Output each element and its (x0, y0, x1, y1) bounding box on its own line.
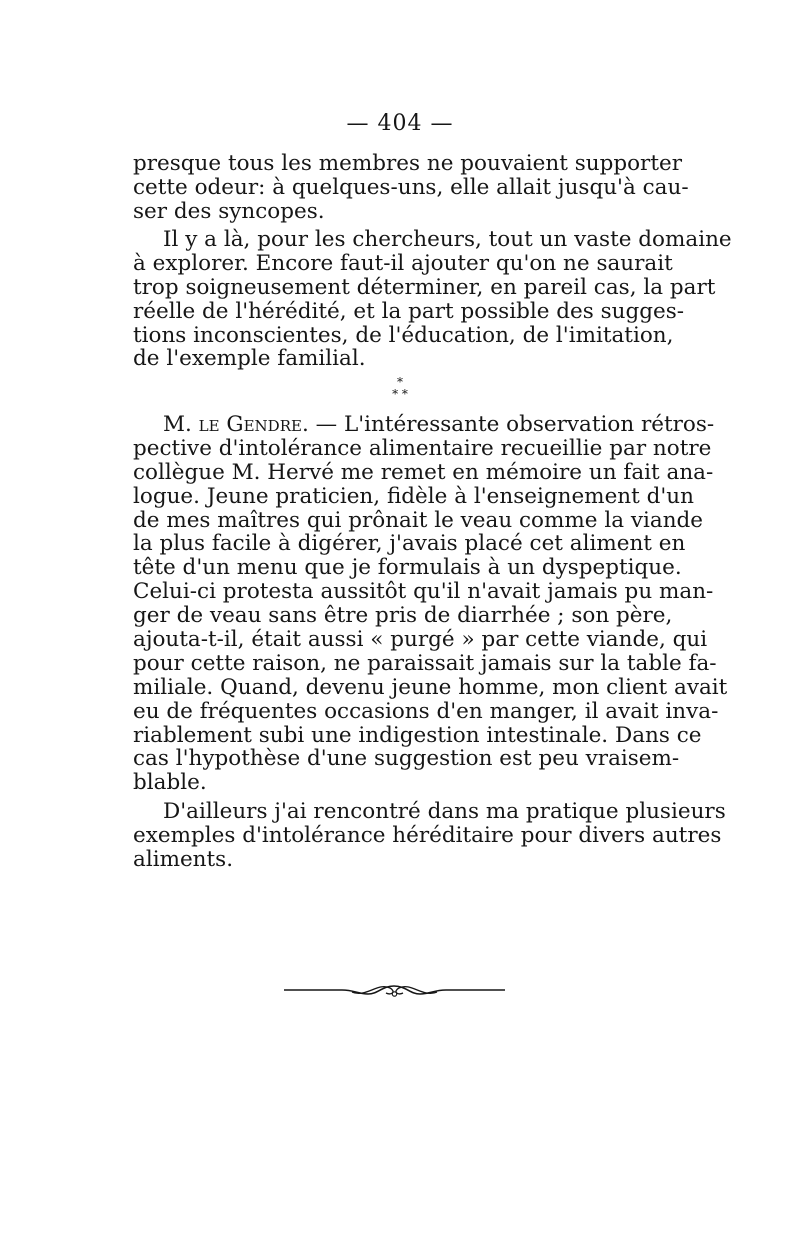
text-line: riablement subi une indigestion intestinale. Dans ce (133, 722, 702, 748)
asterism-top: * (397, 375, 403, 389)
text-line: eu de fréquentes occasions d'en manger, il avait inva- (133, 698, 719, 724)
text-line: ajouta-t-il, était aussi « purgé » par cette viande, qui (133, 627, 708, 653)
text-line: la plus facile à digérer, j'avais placé cet aliment en (133, 531, 686, 557)
paragraph-continuation (133, 151, 689, 224)
text-line: à explorer. Encore faut-il ajouter qu'on ne saurait (133, 250, 673, 276)
paragraph-researchers (133, 227, 732, 372)
text-line: logue. Jeune praticien, fidèle à l'enseignement d'un (133, 483, 694, 509)
text-line: presque tous les membres ne pouvaient supporter (133, 151, 682, 176)
text-line: pective d'intolérance alimentaire recueillie par notre (133, 435, 712, 461)
text-line: blable. (133, 770, 207, 796)
text-line: ser des syncopes. (133, 198, 325, 224)
asterism-bottom: * * (392, 387, 408, 401)
paragraph-le-gendre (133, 412, 728, 796)
text-line: tions inconscientes, de l'éducation, de l'imitation, (133, 322, 674, 348)
text-line: ger de veau sans être pris de diarrhée ; son père, (133, 603, 673, 629)
tailpiece-ornament-icon (282, 978, 507, 1002)
page-number: — 404 — (346, 111, 454, 136)
text-line: pour cette raison, ne paraissait jamais sur la table fa- (133, 650, 717, 676)
text-line: de mes maîtres qui prônait le veau comme la viande (133, 507, 704, 533)
speaker-text: — L'intéressante observation rétros- (308, 412, 715, 437)
speaker-name: M. le Gendre. (163, 412, 309, 437)
text-line: de l'exemple familial. (133, 346, 366, 372)
text-line: aliments. (133, 846, 234, 872)
text-line-speaker (133, 412, 715, 437)
text-line: cette odeur: à quelques-uns, elle allait jusqu'à cau- (133, 174, 689, 200)
text-line: Celui-ci protesta aussitôt qu'il n'avait jamais pu man- (133, 579, 714, 605)
text-line: Il y a là, pour les chercheurs, tout un vaste domaine (163, 227, 732, 252)
text-line: réelle de l'hérédité, et la part possible des sugges- (133, 298, 685, 324)
paragraph-closing (133, 799, 726, 872)
text-line: trop soigneusement déterminer, en pareil cas, la part (133, 274, 716, 300)
text-line: collègue M. Hervé me remet en mémoire un fait ana- (133, 459, 714, 485)
text-line: miliale. Quand, devenu jeune homme, mon client avait (133, 674, 728, 700)
text-line: tête d'un menu que je formulais à un dyspeptique. (133, 555, 682, 581)
text-line: D'ailleurs j'ai rencontré dans ma pratique plusieurs (163, 799, 726, 824)
text-line: cas l'hypothèse d'une suggestion est peu vraisem- (133, 746, 680, 772)
asterism-separator (370, 376, 430, 406)
text-line: exemples d'intolérance héréditaire pour divers autres (133, 822, 722, 848)
